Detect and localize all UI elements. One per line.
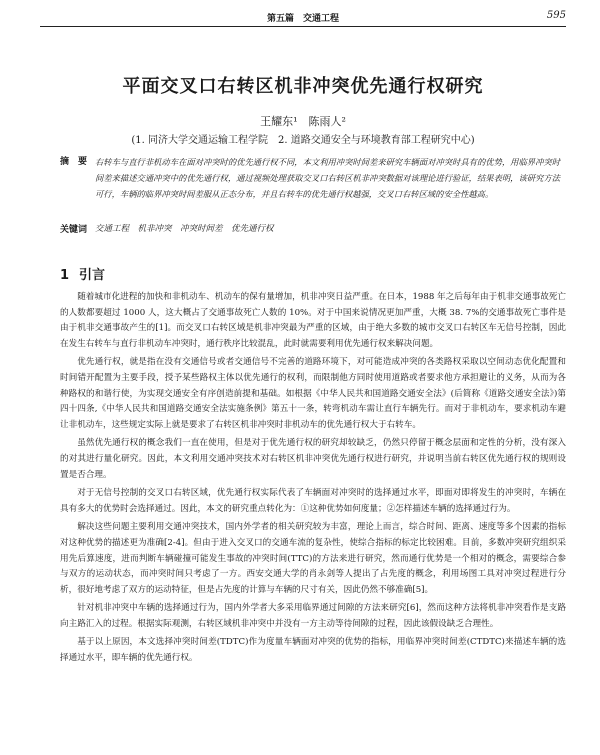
section-heading: [60, 264, 105, 283]
section-number: 1: [60, 268, 70, 283]
paper-title: 平面交叉口右转区机非冲突优先通行权研究: [122, 76, 484, 97]
keywords: [60, 222, 560, 235]
header-page-number: 595: [546, 10, 566, 21]
abstract: [60, 154, 560, 202]
paragraph: 随着城市化进程的加快和非机动车、机动车的保有量增加，机非冲突日益严重。在日本，1988 年之后每年由于机非交通事故死亡的人数都要超过 1000 人，这大概占了交通事故死亡人数的 10%。对于中国来说情况更加严重，大概 38. 7%的交通事故死亡事件是由于机非交通事故产生的[1]。而交叉口右转区域是机非冲突最为严重的区域，由于绝大多数的城市交叉口右转区车无信号控制，因此在发生右转车与直行非机动车冲突时，通行秩序比较混乱，此时就需要利用优先通行权来解决问题。: [60, 292, 566, 349]
paper-authors: 王耀东¹ 陈雨人²: [260, 115, 346, 128]
paragraph: 解决这些问题主要利用交通冲突技术，国内外学者的相关研究较为丰富，理论上而言，综合时间、距离、速度等多个因素的指标对这种优势的描述更为准确[2-4]。但由于进入交叉口的交通车流的复杂性，使综合指标的标定比较困难。目前，多数冲突研究组织采用先后算速度，进而判断车辆碰撞可能发生事故的冲突时间(TTC)的方法来进行研究，然而通行优势是一个相对的概念，需要综合参与双方的运动状态，而冲突时间只考虑了一方。西安交通大学的肖永剑等人提出了占先度的概念，利用场图工具对冲突过程进行分析，很好地考虑了双方的运动特征，但是占先度的计算与车辆的尺寸有关，因此仍然不够准确[5]。: [60, 522, 566, 595]
running-header: [40, 8, 566, 27]
keywords-label: 关键词: [60, 225, 88, 235]
body-text: [60, 290, 566, 670]
section-title: 引言: [79, 268, 106, 283]
keywords-text: 交通工程 机非冲突 冲突时间差 优先通行权: [95, 224, 274, 234]
header-section-name: 第五篇 交通工程: [266, 14, 339, 24]
abstract-label: 摘 要: [60, 157, 88, 167]
paragraph: 优先通行权，就是指在没有交通信号或者交通信号不完善的道路环境下，对可能造成冲突的各类路权采取以空间动态优化配置和时间错开配置为主要手段，授予某些路权主体以优先通行的权利，而限制他方同时使用道路或者要求他方承担避让的义务，从而为各种路权的和谐行使，为实现交通安全有序创造前提和基础。如根据《中华人民共和国道路交通安全法》(后简称《道路交通安全法》)第四十四条,《中华人民共和国道路交通安全法实施条例》第五十一条，转弯机动车需让直行车辆先行。而对于非机动车，要求机动车避让非机动车，这些规定实际上就是要求了右转区机非冲突时非机动车的优先通行权大于右转车。: [60, 357, 566, 430]
paragraph: 针对机非冲突中车辆的选择通过行为，国内外学者大多采用临界通过间隙的方法来研究[6]，然而这种方法将机非冲突看作是支路向主路汇入的过程。根据实际观测，右转区域机非冲突中并没有一方主动等待间隙的过程，因此该假设缺乏合理性。: [60, 603, 566, 629]
paragraph: 对于无信号控制的交叉口右转区域，优先通行权实际代表了车辆面对冲突时的选择通过水平，即面对即将发生的冲突时，车辆在具有多大的优势时会选择通过。因此，本文的研究重点转化为：①这种优势如何度量；②怎样描述车辆的选择通过行为。: [60, 488, 566, 514]
paper-affiliations: (1. 同济大学交通运输工程学院 2. 道路交通安全与环境教育部工程研究中心): [131, 135, 475, 146]
abstract-text: 右转车与直行非机动车在面对冲突时的优先通行权不同，本文利用冲突时间差来研究车辆面对冲突时具有的优势，用临界冲突时间差来描述交通冲突中的优先通行权，通过视频处理获取交叉口右转区机非冲突数据对该理论进行验证，结果表明，该研究方法可行，车辆的临界冲突时间差服从正态分布，并且右转车的优先通行权越强，交叉口右转区域的安全性越高。: [95, 157, 560, 199]
paragraph: 基于以上原因，本文选择冲突时间差(TDTC)作为度量车辆面对冲突的优势的指标，用临界冲突时间差(CTDTC)来描述车辆的选择通过水平，即车辆的优先通行权。: [60, 637, 566, 664]
paragraph: 虽然优先通行权的概念我们一直在使用，但是对于优先通行权的研究却较缺乏，仍然只停留于概念层面和定性的分析，没有深入的对其进行量化研究。因此，本文利用交通冲突技术对右转区机非冲突优先通行权进行研究，并说明当前右转区优先通行权的规则设置是否合理。: [60, 438, 566, 480]
